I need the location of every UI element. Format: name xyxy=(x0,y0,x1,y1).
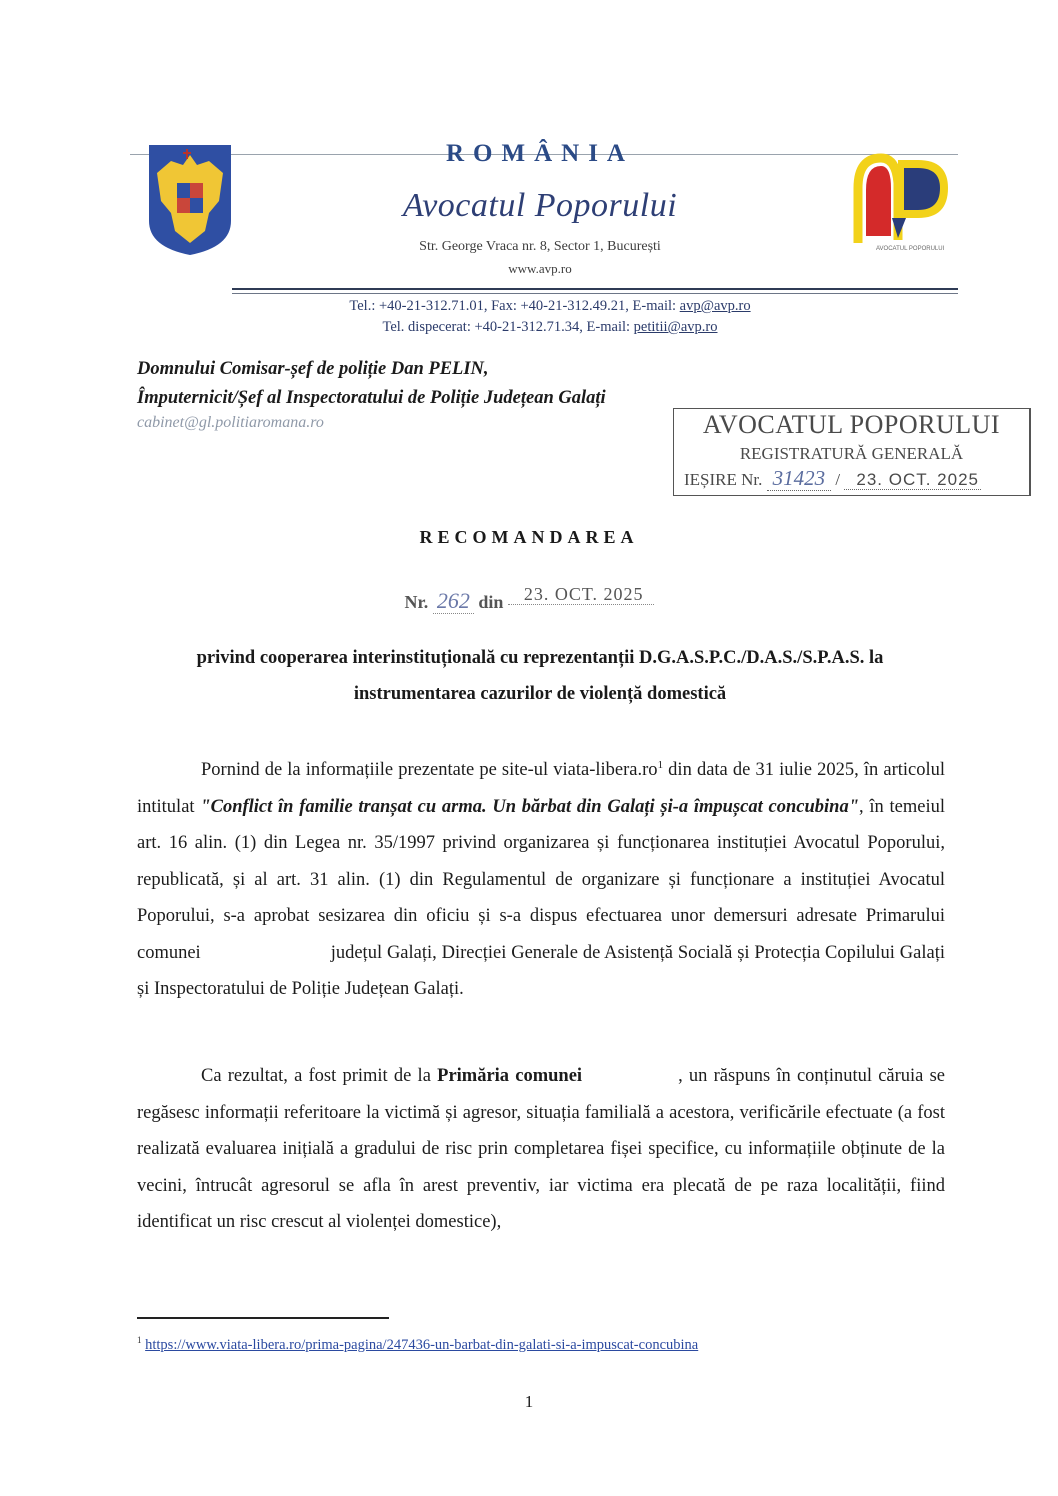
p2-text-b: , un răspuns în conținutul căruia se regăsesc informații referitoare la victimă și agresor, situația familială a acestora, verificările efectuate (a fost realizată evaluarea inițială a gradului de risc prin completarea fișei specifice, cu informațiile obținute de la vecini, întrucât agresorul se afla în arest preventiv, iar victima era plecată de pe raza localității, fiind identificat un risc crescut al violenței domestice), xyxy=(137,1066,946,1232)
stamp-exit-line xyxy=(684,466,981,491)
country-heading: ROMÂNIA xyxy=(446,140,634,167)
document-number-line xyxy=(0,584,1058,614)
page-number: 1 xyxy=(524,1392,534,1411)
header-double-rule xyxy=(232,288,958,294)
romanian-coat-of-arms-icon xyxy=(147,143,233,257)
din-label: din xyxy=(478,592,504,612)
addressee-block xyxy=(137,355,606,413)
footnote-separator xyxy=(137,1317,389,1319)
contact-email-link[interactable]: avp@avp.ro xyxy=(679,298,751,314)
subject-line-2: instrumentarea cazurilor de violență domestică xyxy=(353,684,727,704)
logo-caption: AVOCATUL POPORULUI xyxy=(876,246,945,252)
p2-bold: Primăria comunei xyxy=(437,1066,583,1086)
contact-line-1 xyxy=(200,296,900,317)
document-number: 262 xyxy=(433,588,474,614)
addressee-title: Împuternicit/Șef al Inspectoratului de Poliție Județean Galați xyxy=(137,388,606,408)
footnote-reference[interactable]: 1 xyxy=(657,759,664,771)
addressee-email[interactable]: cabinet@gl.politiaromana.ro xyxy=(137,414,324,431)
p1-text-c: , în temeiul art. 16 alin. (1) din Legea nr. 35/1997 privind organizarea și funcționarea instituției Avocatul Poporului, republicată, și al art. 31 alin. (1) din Regulamentul de organizare și funcționare a instituției Avocatul Poporului, s-a aprobat sesizarea din oficiu și s-a dispus efectuarea unor demersuri adresate Primarului comunei xyxy=(137,796,946,963)
nr-label: Nr. xyxy=(404,592,429,612)
ap-logo-icon xyxy=(836,148,956,258)
contact-line-2 xyxy=(200,317,900,338)
stamp-date: 23. OCT. 2025 xyxy=(844,470,981,490)
stamp-institution: AVOCATUL POPORULUI xyxy=(702,410,1001,439)
body-paragraph-2 xyxy=(137,1058,945,1241)
subject-line-1: privind cooperarea interinstituțională cu reprezentanții D.G.A.S.P.C./D.A.S./S.P.A.S. la xyxy=(196,648,884,668)
body-paragraph-1 xyxy=(137,747,945,1008)
contact-phone-fax: Tel.: +40-21-312.71.01, Fax: +40-21-312.49.21, E-mail: xyxy=(349,298,680,314)
registry-stamp xyxy=(673,408,1031,496)
institution-address: Str. George Vraca nr. 8, Sector 1, București xyxy=(419,239,661,254)
institution-name: Avocatul Poporului xyxy=(402,187,678,224)
dispatch-phone: Tel. dispecerat: +40-21-312.71.34, E-mail: xyxy=(382,319,634,335)
p2-text-a: Ca rezultat, a fost primit de la xyxy=(201,1066,438,1086)
p1-text-a: Pornind de la informațiile prezentate pe site-ul viata-libera.ro xyxy=(201,760,658,781)
document-subject xyxy=(120,640,960,712)
footnote-marker: 1 xyxy=(137,1335,142,1345)
p1-text-b: din data de 31 iulie 2025, în articolul intitulat xyxy=(137,760,945,817)
institution-website[interactable]: www.avp.ro xyxy=(508,261,572,276)
footnote xyxy=(137,1335,698,1354)
addressee-name: Domnului Comisar-șef de poliție Dan PELIN, xyxy=(137,359,489,379)
contact-block xyxy=(200,296,900,338)
footnote-link[interactable]: https://www.viata-libera.ro/prima-pagina/247436-un-barbat-din-galati-si-a-impuscat-concubina xyxy=(145,1336,699,1353)
stamp-exit-label: IEȘIRE Nr. xyxy=(684,470,763,489)
p1-text-d: județul Galați, Direcției Generale de Asistență Socială și Protecția Copilului Galați și Inspectoratului de Poliție Județean Galați. xyxy=(137,942,945,1000)
stamp-registry: REGISTRATURĂ GENERALĂ xyxy=(739,444,964,463)
document-title: RECOMANDAREA xyxy=(419,527,639,547)
document-date: 23. OCT. 2025 xyxy=(508,584,654,605)
petitions-email-link[interactable]: petitii@avp.ro xyxy=(633,319,718,335)
stamp-exit-number: 31423 xyxy=(767,466,832,491)
stamp-separator: / xyxy=(835,470,841,489)
article-title-quote: "Conflict în familie tranșat cu arma. Un bărbat din Galați și-a împușcat concubina" xyxy=(200,796,859,817)
